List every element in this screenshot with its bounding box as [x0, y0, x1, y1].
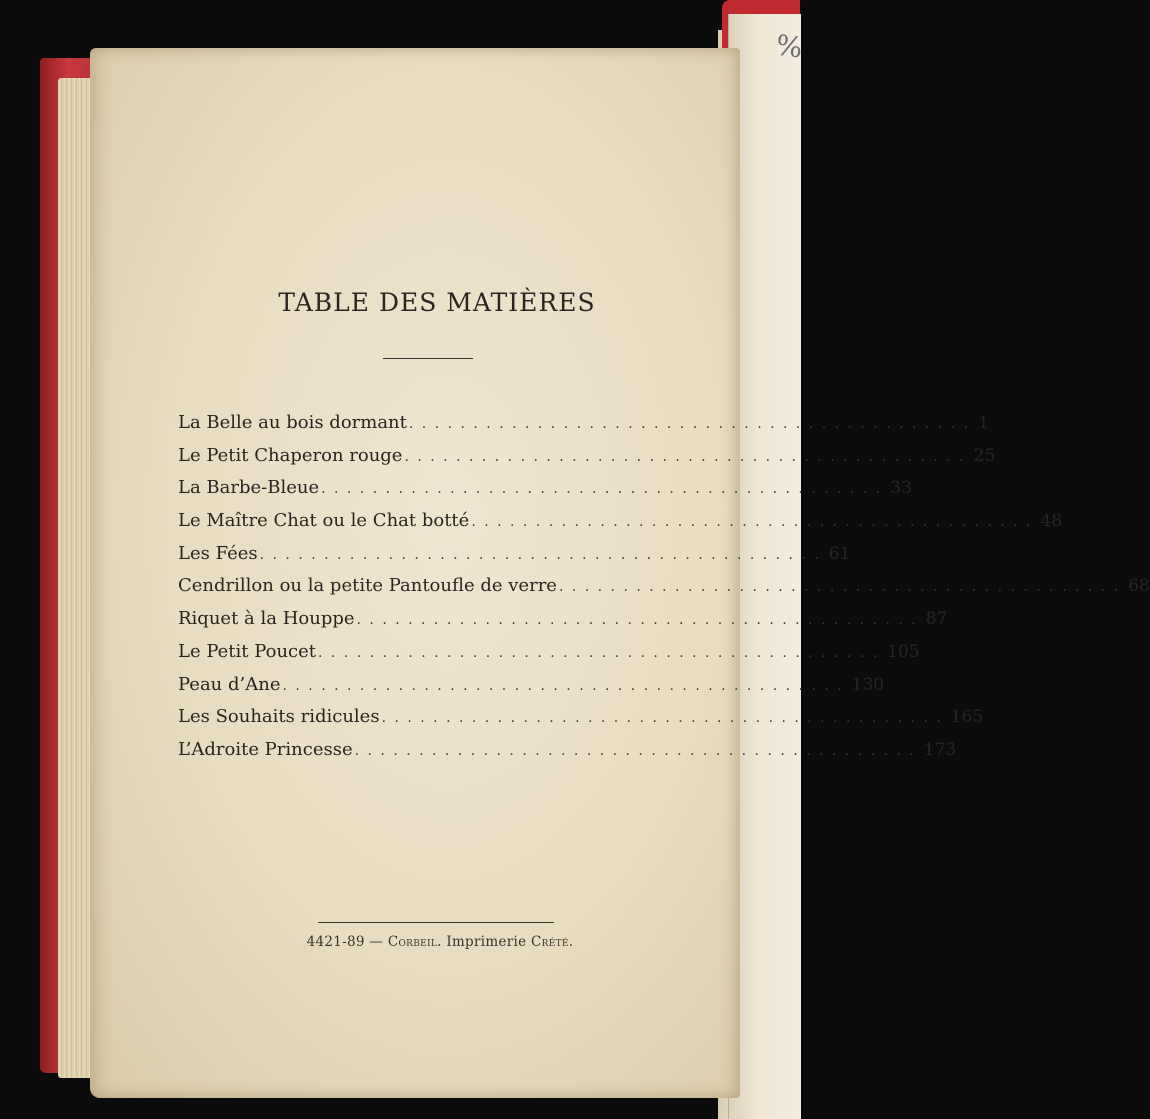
- toc-entry-page: 105: [887, 641, 920, 662]
- toc-entry-title: La Belle au bois dormant: [178, 412, 407, 433]
- leader-dots: . . . . . . . . . . . . . . . . . . . . . . . . . . . . . . . . . . . . . . . . . . . .: [318, 644, 880, 661]
- toc-entry-title: Le Petit Poucet: [178, 640, 317, 662]
- toc-entry: [178, 608, 948, 641]
- toc-entry-title: Les Fées: [178, 542, 258, 564]
- toc-entry: [178, 444, 996, 478]
- table-of-contents: [178, 412, 1150, 772]
- toc-entry-page: 1: [978, 413, 989, 433]
- toc-entry-page: 130: [851, 674, 885, 695]
- imprint-dash: —: [369, 934, 384, 950]
- toc-entry-title: L’Adroite Princesse: [178, 738, 353, 760]
- imprint-city: Corbeil.: [387, 934, 442, 950]
- toc-entry-title: Le Petit Chaperon rouge: [178, 444, 403, 466]
- handwritten-mark: %: [773, 28, 805, 65]
- imprint-number: 4421-89: [306, 934, 365, 950]
- toc-entry: [178, 412, 989, 445]
- toc-entry: [178, 673, 885, 707]
- leader-dots: . . . . . . . . . . . . . . . . . . . . . . . . . . . . . . . . . . . . . . . . . . . .: [471, 514, 1033, 531]
- toc-entry-page: 33: [890, 478, 912, 499]
- toc-entry: [178, 575, 1150, 608]
- toc-entry-title: Peau d’Ane: [178, 673, 281, 695]
- toc-entry-page: 25: [973, 445, 996, 466]
- toc-entry-page: 173: [923, 739, 957, 760]
- toc-entry: [178, 706, 984, 739]
- toc-entry-title: Le Maître Chat ou le Chat botté: [178, 510, 470, 532]
- leader-dots: . . . . . . . . . . . . . . . . . . . . . . . . . . . . . . . . . . . . . . . . . . . .: [321, 481, 883, 498]
- footer-rule: [318, 922, 554, 923]
- imprint-printer: Imprimerie: [446, 934, 527, 950]
- title-rule: [383, 358, 473, 359]
- toc-entry-page: 48: [1040, 511, 1063, 532]
- book-page: [90, 48, 1150, 1098]
- leader-dots: . . . . . . . . . . . . . . . . . . . . . . . . . . . . . . . . . . . . . . . . . . . .: [259, 546, 821, 563]
- toc-entry-title: Les Souhaits ridicules: [178, 706, 380, 728]
- toc-entry-page: 165: [950, 707, 984, 728]
- leader-dots: . . . . . . . . . . . . . . . . . . . . . . . . . . . . . . . . . . . . . . . . . . . .: [381, 710, 943, 727]
- toc-entry-page: 68: [1128, 576, 1150, 597]
- toc-entry-title: La Barbe-Bleue: [178, 477, 320, 499]
- toc-entry-page: 87: [925, 609, 948, 630]
- toc-entry-title: Cendrillon ou la petite Pantoufle de verre: [178, 575, 557, 597]
- toc-entry: [178, 510, 1063, 543]
- toc-entry-page: 61: [828, 543, 851, 564]
- toc-entry: [178, 640, 920, 674]
- leader-dots: . . . . . . . . . . . . . . . . . . . . . . . . . . . . . . . . . . . . . . . . . . . .: [404, 448, 966, 465]
- leader-dots: . . . . . . . . . . . . . . . . . . . . . . . . . . . . . . . . . . . . . . . . . . . .: [354, 742, 916, 759]
- leader-dots: . . . . . . . . . . . . . . . . . . . . . . . . . . . . . . . . . . . . . . . . . . . .: [282, 677, 844, 694]
- leader-dots: . . . . . . . . . . . . . . . . . . . . . . . . . . . . . . . . . . . . . . . . . . . .: [356, 612, 918, 629]
- imprint-name: Crété.: [531, 934, 574, 950]
- toc-entry-title: Riquet à la Houppe: [178, 608, 355, 630]
- toc-entry: [178, 477, 912, 510]
- page-title: TABLE DES MATIÈRES: [278, 288, 596, 317]
- leader-dots: . . . . . . . . . . . . . . . . . . . . . . . . . . . . . . . . . . . . . . . . . . . .: [408, 416, 971, 432]
- toc-entry: [178, 738, 957, 772]
- printer-imprint: [280, 934, 600, 950]
- leader-dots: . . . . . . . . . . . . . . . . . . . . . . . . . . . . . . . . . . . . . . . . . . . .: [558, 579, 1121, 596]
- toc-entry: [178, 542, 851, 576]
